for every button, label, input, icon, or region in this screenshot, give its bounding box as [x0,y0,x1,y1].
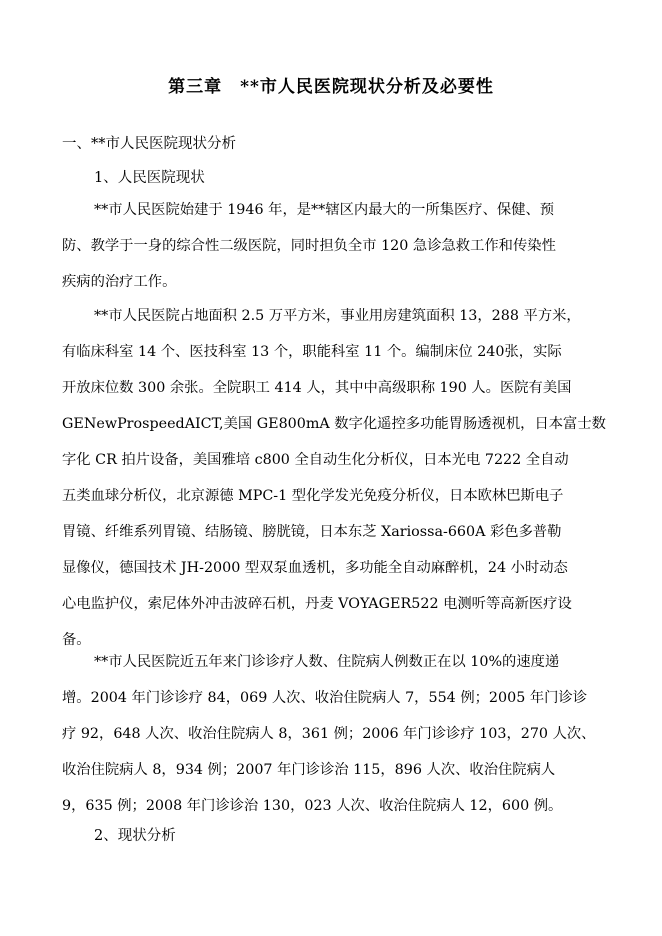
subsection-heading: 1、人民医院现状 [94,170,205,186]
text-line: 疗 92，648 人次、收治住院病人 8，361 例；2006 年门诊诊疗 103，270 人次、 [62,726,596,742]
text-line: **市人民医院始建于 1946 年，是**辖区内最大的一所集医疗、保健、预 [94,202,555,218]
text-line: 增。2004 年门诊诊疗 84，069 人次、收治住院病人 7，554 例；2005 年门诊诊 [62,690,588,706]
text-line: 有临床科室 14 个、医技科室 13 个，职能科室 11 个。编制床位 240张，实际 [62,344,562,360]
text-line: 字化 CR 拍片设备，美国雅培 c800 全自动生化分析仪，日本光电 7222 全自动 [62,452,569,468]
text-line: 心电监护仪，索尼体外冲击波碎石机，丹麦 VOYAGER522 电测听等高新医疗设 [62,596,572,612]
text-line: 开放床位数 300 余张。全院职工 414 人，其中中高级职称 190 人。医院有美国 [62,380,572,396]
text-line: **市人民医院近五年来门诊诊疗人数、住院病人例数正在以 10%的速度递 [94,654,560,670]
subsection-heading: 2、现状分析 [94,828,176,844]
text-line: 疾病的治疗工作。 [62,274,177,290]
paragraph-patient-statistics [62,644,602,824]
paragraph-facilities [62,298,606,658]
paragraph-history [62,192,602,300]
text-line: 显像仪，德国技术 JH-2000 型双泵血透机，多功能全自动麻醉机，24 小时动态 [62,560,568,576]
chapter-title: 第三章 **市人民医院现状分析及必要性 [168,77,494,97]
text-line: 9，635 例；2008 年门诊诊治 130，023 人次、收治住院病人 12，600 例。 [62,798,563,814]
text-line: 防、教学于一身的综合性二级医院，同时担负全市 120 急诊急救工作和传染性 [62,238,556,254]
text-line: 胃镜、纤维系列胃镜、结肠镜、膀胱镜，日本东芝 Xariossa-660A 彩色多普勒 [62,524,562,540]
text-line: 备。 [62,632,91,648]
text-line: 收治住院病人 8，934 例；2007 年门诊诊治 115，896 人次、收治住院病人 [62,762,556,778]
text-line: 五类血球分析仪，北京源德 MPC-1 型化学发光免疫分析仪，日本欧林巴斯电子 [62,488,564,504]
text-line: **市人民医院占地面积 2.5 万平方米，事业用房建筑面积 13，288 平方米， [94,308,581,324]
text-line: GENewProspeedAICT,美国 GE800mA 数字化遥控多功能胃肠透视机，日本富士数 [62,416,606,432]
section-heading: 一、**市人民医院现状分析 [62,136,236,152]
